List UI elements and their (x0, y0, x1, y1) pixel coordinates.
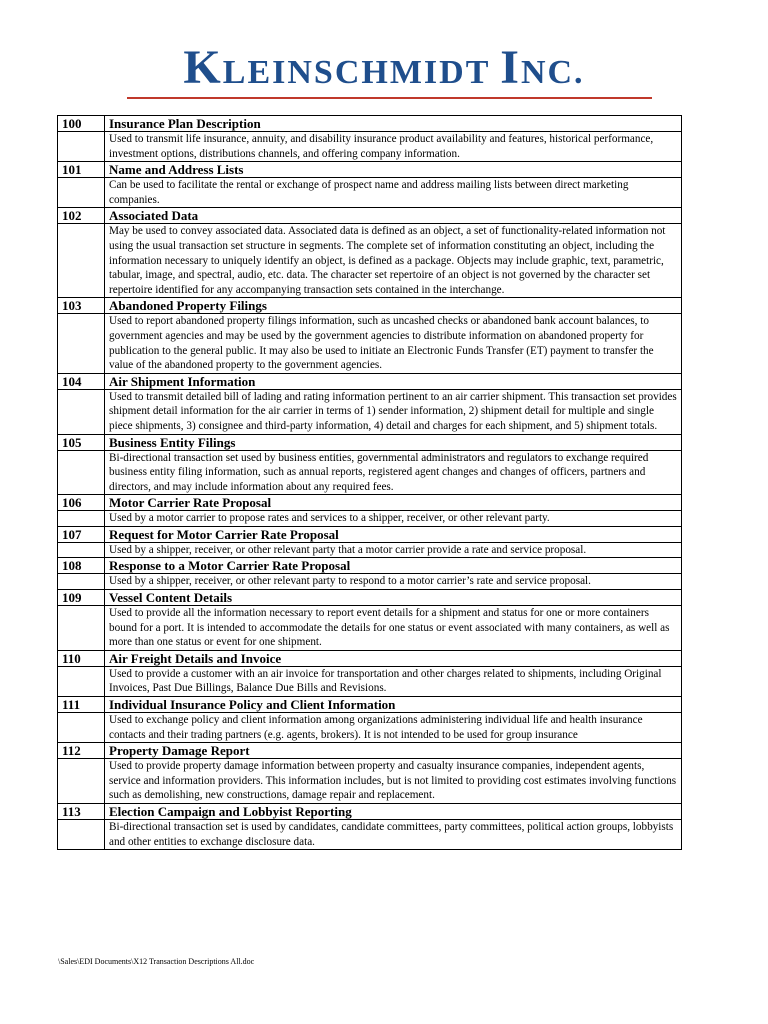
transaction-title: Insurance Plan Description (105, 116, 682, 132)
transaction-heading-row (58, 162, 682, 178)
transaction-heading-row (58, 526, 682, 542)
transaction-heading-row (58, 116, 682, 132)
company-logo (0, 40, 768, 95)
transaction-description-row (58, 606, 682, 651)
code-spacer-cell (58, 314, 105, 373)
code-spacer-cell (58, 574, 105, 590)
transaction-description-row (58, 178, 682, 208)
transaction-title: Associated Data (105, 208, 682, 224)
transaction-title: Request for Motor Carrier Rate Proposal (105, 526, 682, 542)
transaction-heading-row (58, 434, 682, 450)
transaction-heading-row (58, 298, 682, 314)
transaction-description: Used to provide property damage information between property and casualty insurance companies, independent agents, service and information providers. This information includes, but is not limited to providing cost estimates involving functions such as demolishing, new constructions, damage repair and replacement. (105, 759, 682, 804)
transaction-description-row (58, 224, 682, 298)
transaction-code: 113 (58, 804, 105, 820)
code-spacer-cell (58, 606, 105, 651)
transaction-description: Used to exchange policy and client information among organizations administering individual life and health insurance contacts and their trading partners (e.g. agents, brokers). It is not intended to be used for group insurance (105, 713, 682, 743)
code-spacer-cell (58, 178, 105, 208)
logo-initial: K (183, 41, 223, 94)
transaction-table-body (58, 116, 682, 850)
transaction-code: 111 (58, 697, 105, 713)
transaction-description: Used by a motor carrier to propose rates and services to a shipper, receiver, or other relevant party. (105, 511, 682, 527)
transaction-description-row (58, 574, 682, 590)
transaction-description: Used to provide a customer with an air invoice for transportation and other charges related to shipments, including Original Invoices, Past Due Billings, Balance Due Bills and Revisions. (105, 666, 682, 696)
transaction-title: Motor Carrier Rate Proposal (105, 495, 682, 511)
transaction-code: 106 (58, 495, 105, 511)
transaction-title: Vessel Content Details (105, 590, 682, 606)
transaction-code: 101 (58, 162, 105, 178)
transaction-description: May be used to convey associated data. Associated data is defined as an object, a set of functionality-related information not using the usual transaction set structure in segments. The complete set of information constituting an object, including the information necessary to uniquely identify an object, is defined as a package. Objects may include graphic, text, parametric, tabular, image, and spectral, audio, etc. data. The character set repertoire of an object is not governed by the character set repertoire identified for any accompanying transaction sets contained in the interchange. (105, 224, 682, 298)
transaction-description: Used by a shipper, receiver, or other relevant party to respond to a motor carrier’s rate and service proposal. (105, 574, 682, 590)
file-path-footer: \Sales\EDI Documents\X12 Transaction Descriptions All.doc (58, 957, 255, 966)
transaction-description-row (58, 132, 682, 162)
transaction-description: Used to transmit life insurance, annuity, and disability insurance product availability and features, historical performance, investment options, distributions channels, and offering company information. (105, 132, 682, 162)
transaction-description-row (58, 820, 682, 850)
logo-text-2: NC. (520, 54, 585, 91)
transaction-code: 105 (58, 434, 105, 450)
transaction-title: Property Damage Report (105, 743, 682, 759)
transaction-heading-row (58, 804, 682, 820)
transaction-heading-row (58, 743, 682, 759)
transaction-description-row (58, 389, 682, 434)
transaction-heading-row (58, 495, 682, 511)
transaction-code: 108 (58, 558, 105, 574)
code-spacer-cell (58, 224, 105, 298)
transaction-description: Bi-directional transaction set used by business entities, governmental administrators and regulators to exchange required business entity filing information, such as annual reports, registered agent changes and changes of officers, partners and directors, and may include information about any required fees. (105, 450, 682, 495)
transaction-description-row (58, 713, 682, 743)
transaction-heading-row (58, 650, 682, 666)
code-spacer-cell (58, 389, 105, 434)
transaction-table (57, 115, 682, 850)
transaction-description: Used to transmit detailed bill of lading and rating information pertinent to an air carrier shipment. This transaction set provides shipment detail information for the air carrier in terms of 1) sender information, 2) shipment detail for multiple and single piece shipments, 3) consignee and third-party information, 4) detail and charges for each shipment, and 5) shipment totals. (105, 389, 682, 434)
transaction-description: Used to report abandoned property filings information, such as uncashed checks or abandoned bank account balances, to government agencies and may be used by the government agencies to distribute information on abandoned property for publication to the general public. It may also be used to initiate an Electronic Funds Transfer (ET) payment to transfer the value of the abandoned property to the government agencies. (105, 314, 682, 373)
transaction-title: Air Freight Details and Invoice (105, 650, 682, 666)
transaction-code: 102 (58, 208, 105, 224)
code-spacer-cell (58, 132, 105, 162)
transaction-code: 104 (58, 373, 105, 389)
transaction-title: Individual Insurance Policy and Client Information (105, 697, 682, 713)
transaction-heading-row (58, 590, 682, 606)
code-spacer-cell (58, 450, 105, 495)
code-spacer-cell (58, 759, 105, 804)
transaction-description-row (58, 450, 682, 495)
transaction-title: Business Entity Filings (105, 434, 682, 450)
transaction-code: 112 (58, 743, 105, 759)
transaction-heading-row (58, 208, 682, 224)
code-spacer-cell (58, 666, 105, 696)
logo-text: LEINSCHMIDT (222, 54, 501, 91)
code-spacer-cell (58, 542, 105, 558)
transaction-code: 103 (58, 298, 105, 314)
transaction-description: Used by a shipper, receiver, or other relevant party that a motor carrier provide a rate and service proposal. (105, 542, 682, 558)
transaction-description-row (58, 666, 682, 696)
code-spacer-cell (58, 820, 105, 850)
transaction-heading-row (58, 558, 682, 574)
code-spacer-cell (58, 713, 105, 743)
transaction-code: 100 (58, 116, 105, 132)
transaction-title: Response to a Motor Carrier Rate Proposal (105, 558, 682, 574)
transaction-title: Name and Address Lists (105, 162, 682, 178)
logo-initial-2: I (500, 41, 521, 94)
transaction-title: Abandoned Property Filings (105, 298, 682, 314)
transaction-description-row (58, 759, 682, 804)
transaction-description-row (58, 542, 682, 558)
header-rule (127, 97, 652, 99)
transaction-description-row (58, 511, 682, 527)
transaction-code: 110 (58, 650, 105, 666)
transaction-heading-row (58, 373, 682, 389)
transaction-description: Can be used to facilitate the rental or exchange of prospect name and address mailing lists between direct marketing companies. (105, 178, 682, 208)
transaction-title: Air Shipment Information (105, 373, 682, 389)
transaction-code: 107 (58, 526, 105, 542)
transaction-description: Used to provide all the information necessary to report event details for a shipment and status for one or more containers bound for a port. It is intended to accommodate the details for one status or event associated with many containers, as well as more than one status or event for one shipment. (105, 606, 682, 651)
code-spacer-cell (58, 511, 105, 527)
transaction-description: Bi-directional transaction set is used by candidates, candidate committees, party committees, political action groups, lobbyists and other entities to exchange disclosure data. (105, 820, 682, 850)
transaction-title: Election Campaign and Lobbyist Reporting (105, 804, 682, 820)
transaction-code: 109 (58, 590, 105, 606)
transaction-heading-row (58, 697, 682, 713)
transaction-description-row (58, 314, 682, 373)
